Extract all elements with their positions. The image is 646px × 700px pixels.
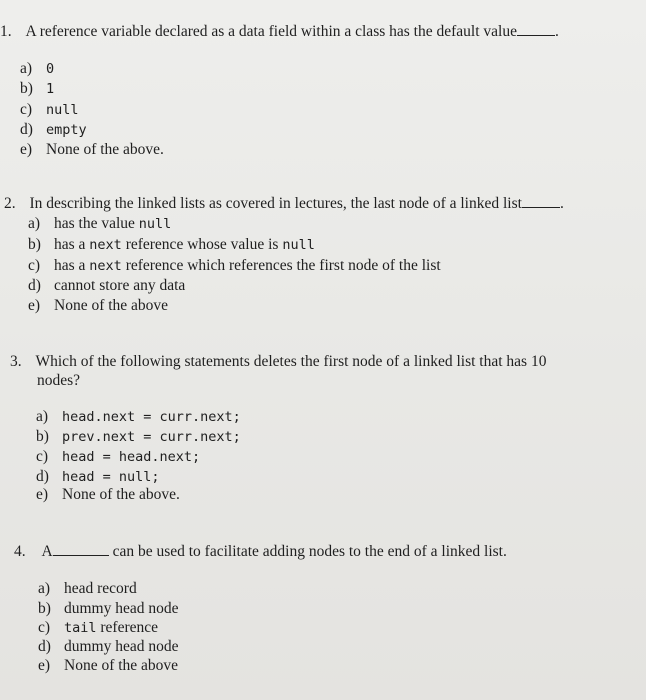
question-4 xyxy=(14,541,507,561)
question-text: In describing the linked lists as covered in lectures, the last node of a linked list xyxy=(29,195,522,212)
option-2e: e) None of the above xyxy=(28,297,169,314)
option-1d: d) empty xyxy=(20,121,87,138)
question-3-stem-cont: nodes? xyxy=(37,372,81,389)
option-2c: c) has a next reference which references the first node of the list xyxy=(28,257,441,274)
option-3b: b) prev.next = curr.next; xyxy=(36,428,241,445)
question-3-stem xyxy=(10,352,546,371)
option-3a: a) head.next = curr.next; xyxy=(36,408,241,425)
question-4-stem: 4. A can be used to facilitate adding nodes to the end of a linked list. xyxy=(14,543,507,560)
question-text: Which of the following statements deletes the first node of a linked list that has 10 xyxy=(35,353,547,370)
question-2 xyxy=(4,193,564,213)
option-1b: b) 1 xyxy=(20,80,55,97)
question-2-stem: 2. In describing the linked lists as covered in lectures, the last node of a linked list . xyxy=(4,195,564,212)
question-1 xyxy=(0,21,559,41)
option-4a: a) head record xyxy=(38,580,137,597)
question-number: 1. xyxy=(0,23,12,40)
option-2a: a) has the value null xyxy=(28,215,172,232)
question-1-stem: 1. A reference variable declared as a data field within a class has the default value . xyxy=(0,23,559,40)
option-4e: e) None of the above xyxy=(38,657,179,674)
question-text: can be used to facilitate adding nodes to the end of a linked list. xyxy=(112,543,507,560)
option-4d: d) dummy head node xyxy=(38,638,179,655)
option-2d: d) cannot store any data xyxy=(28,277,186,294)
answer-blank xyxy=(53,541,109,556)
answer-blank xyxy=(517,21,555,36)
option-4c: c) tail reference xyxy=(38,619,159,636)
option-1c: c) null xyxy=(20,101,79,118)
option-2b: b) has a next reference whose value is null xyxy=(28,236,315,253)
question-number: 3. xyxy=(10,353,22,370)
question-number: 4. xyxy=(14,543,26,560)
option-1a: a) 0 xyxy=(20,60,55,77)
question-3 xyxy=(10,352,546,390)
option-3e: e) None of the above. xyxy=(36,486,180,503)
option-3d: d) head = null; xyxy=(36,468,160,485)
option-4b: b) dummy head node xyxy=(38,600,179,617)
question-text: A reference variable declared as a data field within a class has the default value xyxy=(25,23,517,40)
question-number: 2. xyxy=(4,195,16,212)
option-1e: e) None of the above. xyxy=(20,141,164,158)
answer-blank xyxy=(522,193,560,208)
option-3c: c) head = head.next; xyxy=(36,448,201,465)
